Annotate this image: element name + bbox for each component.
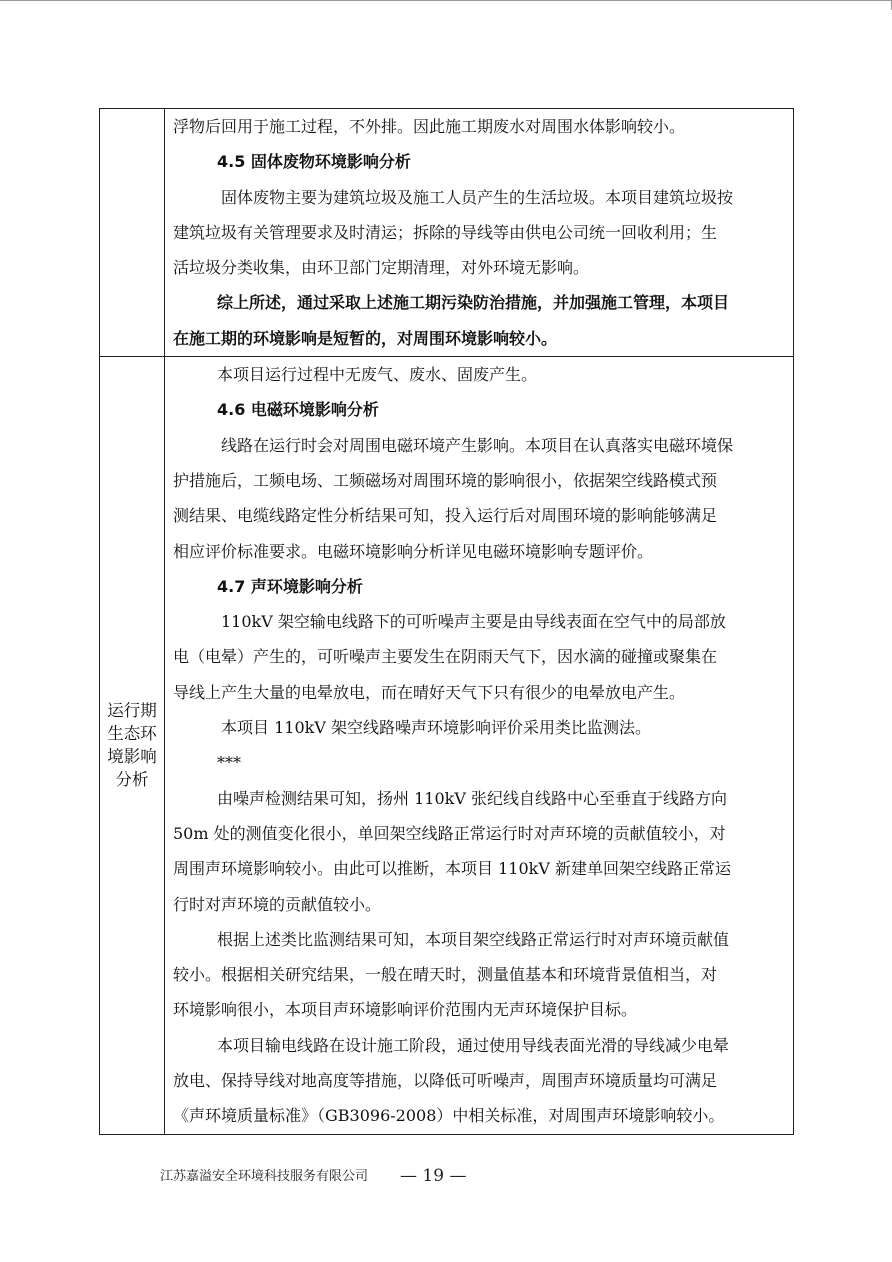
table-row-operation xyxy=(100,357,794,1135)
row-label-empty xyxy=(100,109,165,357)
text-line: 护措施后，工频电场、工频磁场对周围环境的影响很小，依据架空线路模式预 xyxy=(173,470,718,490)
label-line: 运行期 xyxy=(107,701,157,721)
text-line: 较小。根据相关研究结果，一般在晴天时，测量值基本和环境背景值相当，对 xyxy=(173,965,718,985)
section-heading-4-7: 4.7 声环境影响分析 xyxy=(217,576,363,596)
text-line: 相应评价标准要求。电磁环境影响分析详见电磁环境影响专题评价。 xyxy=(173,541,654,561)
text-line: 《声环境质量标准》（GB3096-2008）中相关标准，对周围声环境影响较小。 xyxy=(173,1106,725,1126)
text-line: 测结果、电缆线路定性分析结果可知，投入运行后对周围环境的影响能够满足 xyxy=(173,506,718,526)
table-row-construction xyxy=(100,109,794,357)
summary-line: 综上所述，通过采取上述施工期污染防治措施，并加强施工管理，本项目 xyxy=(217,293,730,313)
text-line: 行时对声环境的贡献值较小。 xyxy=(173,894,382,914)
text-line: 建筑垃圾有关管理要求及时清运；拆除的导线等由供电公司统一回收利用；生 xyxy=(173,222,718,242)
row-label-operation xyxy=(100,357,165,1135)
text-line: 浮物后回用于施工过程，不外排。因此施工期废水对周围水体影响较小。 xyxy=(173,117,686,136)
text-line: 本项目 110kV 架空线路噪声环境影响评价采用类比监测法。 xyxy=(221,718,651,738)
text-line: 周围声环境影响较小。由此可以推断，本项目 110kV 新建单回架空线路正常运 xyxy=(173,859,731,879)
analysis-table xyxy=(99,108,794,1135)
text-line: 放电、保持导线对地高度等措施，以降低可听噪声，周围声环境质量均可满足 xyxy=(173,1071,718,1091)
text-line: 50m 处的测值变化很小，单回架空线路正常运行时对声环境的贡献值较小，对 xyxy=(173,823,726,843)
text-line: 本项目运行过程中无废气、废水、固废产生。 xyxy=(217,365,538,385)
top-border-line xyxy=(0,0,892,1)
text-line: 根据上述类比监测结果可知，本项目架空线路正常运行时对声环境贡献值 xyxy=(217,929,730,949)
label-line: 生态环 xyxy=(107,724,157,744)
label-line: 境影响 xyxy=(107,747,157,767)
text-line: 110kV 架空输电线路下的可听噪声主要是由导线表面在空气中的局部放 xyxy=(221,612,726,632)
text-line: 导线上产生大量的电晕放电，而在晴好天气下只有很少的电晕放电产生。 xyxy=(173,682,686,702)
text-line: 电（电晕）产生的，可听噪声主要发生在阴雨天气下，因水滴的碰撞或聚集在 xyxy=(173,647,718,667)
section-heading-4-6: 4.6 电磁环境影响分析 xyxy=(217,400,379,420)
label-line: 分析 xyxy=(115,770,149,790)
summary-line: 在施工期的环境影响是短暂的，对周围环境影响较小。 xyxy=(173,328,558,348)
section-heading-4-5: 4.5 固体废物环境影响分析 xyxy=(217,152,411,172)
text-line: 活垃圾分类收集，由环卫部门定期清理，对外环境无影响。 xyxy=(173,258,590,278)
operation-content xyxy=(165,357,794,1135)
page-number: — 19 — xyxy=(400,1166,467,1186)
placeholder-stars: *** xyxy=(217,753,241,773)
footer-company: 江苏嘉溢安全环境科技服务有限公司 xyxy=(160,1169,369,1184)
text-line: 本项目输电线路在设计施工阶段，通过使用导线表面光滑的导线减少电晕 xyxy=(217,1035,730,1055)
text-line: 由噪声检测结果可知，扬州 110kV 张纪线自线路中心至垂直于线路方向 xyxy=(217,788,727,808)
text-line: 线路在运行时会对周围电磁环境产生影响。本项目在认真落实电磁环境保 xyxy=(221,435,734,455)
construction-content xyxy=(165,109,794,357)
text-line: 固体废物主要为建筑垃圾及施工人员产生的生活垃圾。本项目建筑垃圾按 xyxy=(221,187,734,207)
text-line: 环境影响很小，本项目声环境影响评价范围内无声环境保护目标。 xyxy=(173,1000,638,1020)
